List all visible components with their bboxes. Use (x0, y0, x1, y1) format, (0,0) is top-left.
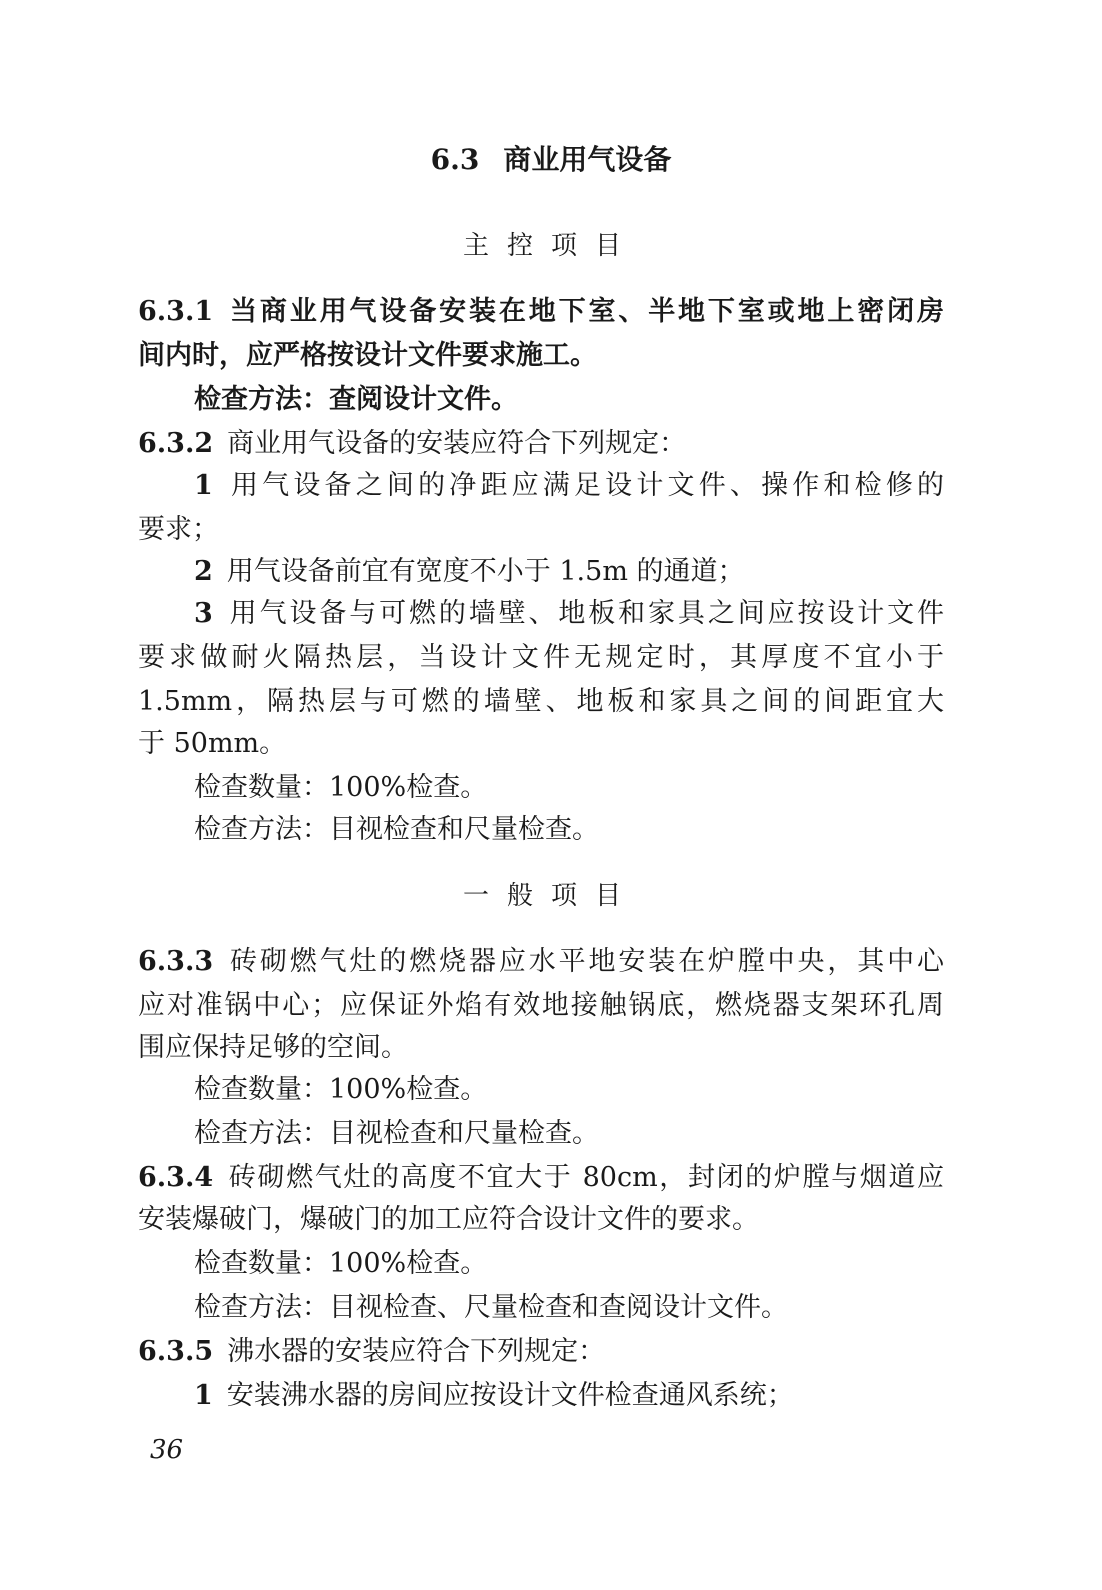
section-title (0, 138, 1102, 182)
clause-number: 6.3.2 (138, 428, 214, 459)
clause-6-3-4-line-2: 安装爆破门，爆破门的加工应符合设计文件的要求。 (138, 1204, 759, 1235)
clause-6-3-4-method: 检查方法：目视检查、尺量检查和查阅设计文件。 (194, 1292, 788, 1323)
general-items-heading: 一般项目 (462, 881, 639, 911)
clause-6-3-1-method: 检查方法：查阅设计文件。 (194, 384, 518, 415)
main-items-heading: 主控项目 (462, 231, 639, 261)
clause-6-3-2-item-1-line-2: 要求； (138, 514, 219, 545)
clause-number: 6.3.4 (138, 1162, 214, 1193)
clause-6-3-2-method: 检查方法：目视检查和尺量检查。 (194, 814, 599, 845)
clause-6-3-2-item-3-line-1: 3 用气设备与可燃的墙壁、地板和家具之间应按设计文件 (194, 598, 944, 629)
clause-6-3-1-line-1: 6.3.1 当商业用气设备安装在地下室、半地下室或地上密闭房 (138, 296, 944, 327)
clause-6-3-3-line-3: 围应保持足够的空间。 (138, 1032, 408, 1063)
clause-6-3-2-item-3-line-3: 1.5mm，隔热层与可燃的墙壁、地板和家具之间的间距宜大 (138, 686, 944, 717)
section-number: 6.3 (430, 143, 480, 176)
clause-6-3-2-item-3-line-4: 于 50mm。 (138, 728, 287, 759)
clause-6-3-2-item-3-line-2: 要求做耐火隔热层，当设计文件无规定时，其厚度不宜小于 (138, 642, 944, 673)
clause-6-3-3-line-2: 应对准锅中心；应保证外焰有效地接触锅底，燃烧器支架环孔周 (138, 990, 944, 1021)
clause-number: 6.3.1 (138, 296, 214, 327)
clause-6-3-3-line-1: 6.3.3 砖砌燃气灶的燃烧器应水平地安装在炉膛中央，其中心 (138, 946, 944, 977)
clause-6-3-3-quantity: 检查数量：100%检查。 (194, 1074, 488, 1105)
clause-6-3-5-item-1: 1 安装沸水器的房间应按设计文件检查通风系统； (194, 1380, 794, 1411)
section-name: 商业用气设备 (503, 143, 672, 176)
clause-number: 6.3.3 (138, 946, 214, 977)
clause-6-3-2-line-1: 6.3.2 商业用气设备的安装应符合下列规定： (138, 428, 687, 459)
clause-6-3-4-line-1: 6.3.4 砖砌燃气灶的高度不宜大于 80cm，封闭的炉膛与烟道应 (138, 1162, 944, 1193)
clause-6-3-2-item-1-line-1: 1 用气设备之间的净距应满足设计文件、操作和检修的 (194, 470, 944, 501)
clause-6-3-3-method: 检查方法：目视检查和尺量检查。 (194, 1118, 599, 1149)
clause-6-3-2-item-2: 2 用气设备前宜有宽度不小于 1.5m 的通道； (194, 556, 745, 587)
clause-6-3-2-quantity: 检查数量：100%检查。 (194, 772, 488, 803)
clause-6-3-1-line-2: 间内时，应严格按设计文件要求施工。 (138, 340, 597, 371)
page-number: 36 (150, 1435, 184, 1465)
clause-number: 6.3.5 (138, 1336, 214, 1367)
clause-6-3-4-quantity: 检查数量：100%检查。 (194, 1248, 488, 1279)
clause-6-3-5-line-1: 6.3.5 沸水器的安装应符合下列规定： (138, 1336, 606, 1367)
